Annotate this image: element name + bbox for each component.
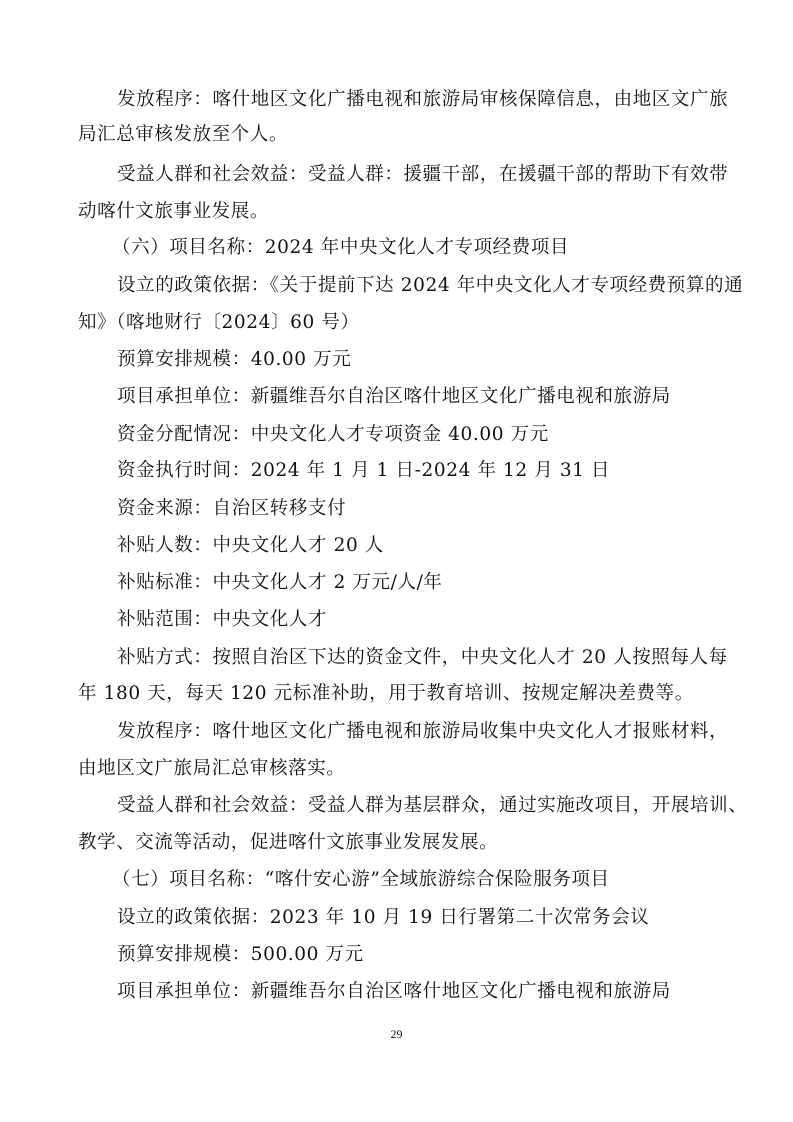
paragraph-line: 年 180 天，每天 120 元标准补助，用于教育培训、按规定解决差费等。 — [78, 683, 694, 704]
section-heading: （六）项目名称：2024 年中央文化人才专项经费项目 — [112, 237, 570, 258]
paragraph-line: 资金分配情况：中央文化人才专项资金 40.00 万元 — [117, 424, 549, 445]
paragraph-line: 预算安排规模：40.00 万元 — [117, 349, 352, 370]
paragraph-line: 补贴标准：中央文化人才 2 万元/人/年 — [117, 572, 443, 593]
paragraph-line: 资金来源：自治区转移支付 — [117, 498, 347, 519]
paragraph-line: 资金执行时间：2024 年 1 月 1 日-2024 年 12 月 31 日 — [117, 460, 611, 481]
page-number: 29 — [390, 1027, 403, 1041]
paragraph-line: 发放程序：喀什地区文化广播电视和旅游局审核保障信息，由地区文广旅 — [117, 89, 729, 110]
paragraph-line: 由地区文广旅局汇总审核落实。 — [78, 758, 346, 779]
paragraph-line: 局汇总审核发放至个人。 — [78, 124, 289, 145]
paragraph-line: 项目承担单位：新疆维吾尔自治区喀什地区文化广播电视和旅游局 — [117, 981, 671, 1002]
paragraph-line: 受益人群和社会效益：受益人群为基层群众，通过实施改项目，开展培训、 — [117, 795, 748, 816]
section-heading: （七）项目名称：“喀什安心游”全域旅游综合保险服务项目 — [112, 869, 610, 890]
paragraph-line: 知》（喀地财行〔2024〕60 号） — [78, 312, 360, 333]
paragraph-line: 项目承担单位：新疆维吾尔自治区喀什地区文化广播电视和旅游局 — [117, 386, 671, 407]
paragraph-line: 发放程序：喀什地区文化广播电视和旅游局收集中央文化人才报账材料， — [117, 721, 729, 742]
paragraph-line: 补贴方式：按照自治区下达的资金文件，中央文化人才 20 人按照每人每 — [117, 647, 728, 668]
paragraph-line: 受益人群和社会效益：受益人群：援疆干部，在援疆干部的帮助下有效带 — [117, 164, 729, 185]
paragraph-line: 设立的政策依据：《关于提前下达 2024 年中央文化人才专项经费预算的通 — [117, 275, 744, 296]
paragraph-line: 动喀什文旅事业发展。 — [78, 201, 270, 222]
paragraph-line: 补贴人数：中央文化人才 20 人 — [117, 535, 384, 556]
paragraph-line: 教学、交流等活动，促进喀什文旅事业发展发展。 — [78, 832, 499, 853]
paragraph-line: 预算安排规模：500.00 万元 — [117, 944, 364, 965]
paragraph-line: 设立的政策依据：2023 年 10 月 19 日行署第二十次常务会议 — [117, 907, 650, 928]
paragraph-line: 补贴范围：中央文化人才 — [117, 609, 328, 630]
